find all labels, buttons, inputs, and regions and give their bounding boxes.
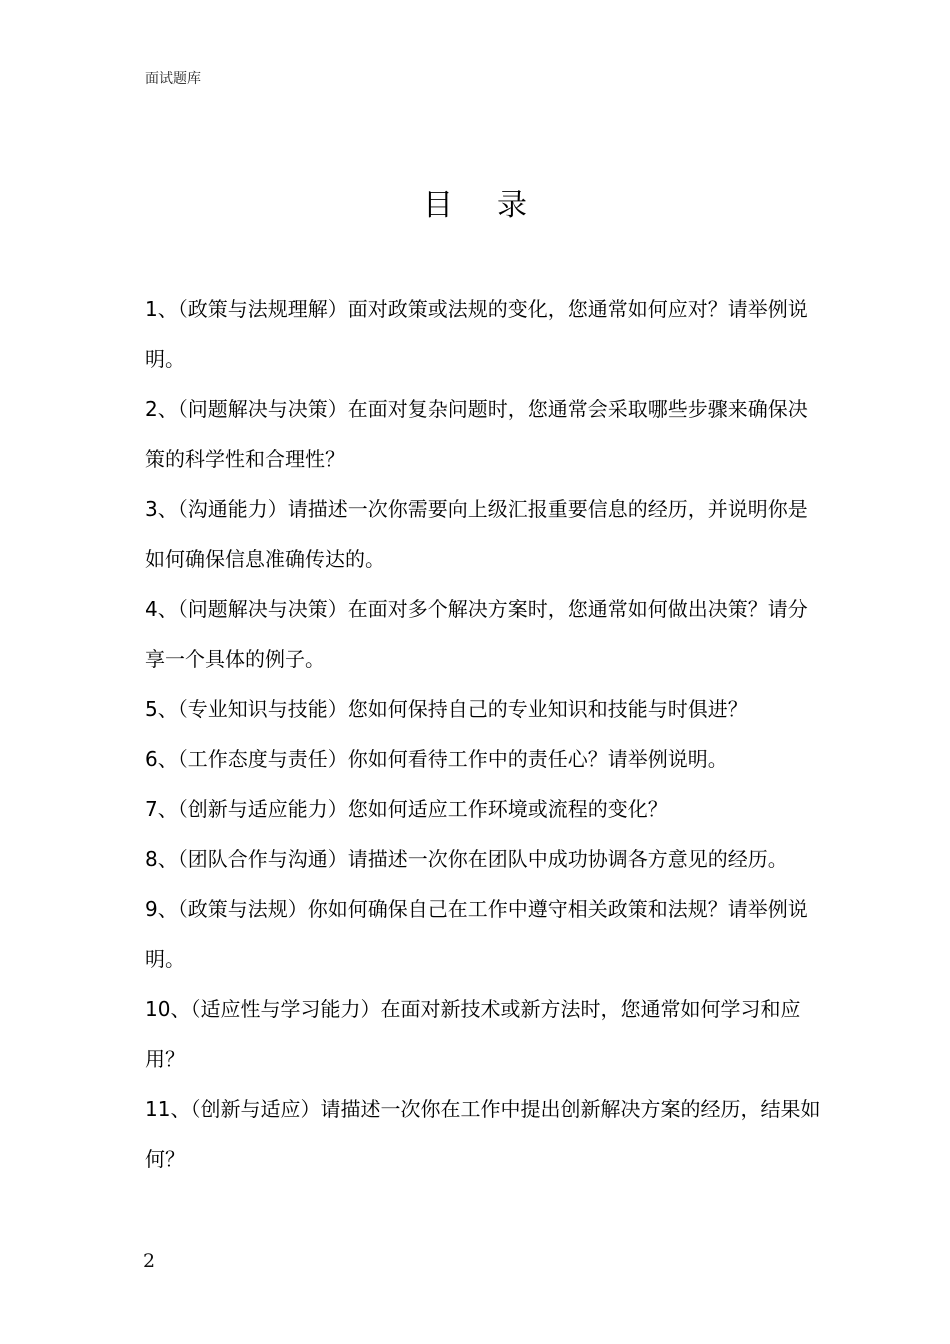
page-number: 2 bbox=[143, 1250, 156, 1272]
toc-title: 目录 bbox=[423, 188, 571, 223]
page-header: 面试题库 bbox=[145, 71, 201, 87]
toc-item[interactable]: 3、（沟通能力）请描述一次你需要向上级汇报重要信息的经历，并说明你是如何确保信息准确传达的。 bbox=[145, 497, 808, 571]
toc-item[interactable]: 5、（专业知识与技能）您如何保持自己的专业知识和技能与时俱进？ bbox=[145, 697, 748, 721]
toc-item[interactable]: 8、（团队合作与沟通）请描述一次你在团队中成功协调各方意见的经历。 bbox=[145, 847, 788, 871]
toc-item[interactable]: 7、（创新与适应能力）您如何适应工作环境或流程的变化？ bbox=[145, 797, 668, 821]
toc-item[interactable]: 4、（问题解决与决策）在面对多个解决方案时，您通常如何做出决策？请分享一个具体的例子。 bbox=[145, 597, 808, 671]
toc-item[interactable]: 10、（适应性与学习能力）在面对新技术或新方法时，您通常如何学习和应用？ bbox=[145, 997, 801, 1071]
toc-item[interactable]: 9、（政策与法规）你如何确保自己在工作中遵守相关政策和法规？请举例说明。 bbox=[145, 897, 808, 971]
toc-list bbox=[145, 284, 825, 1184]
toc-item[interactable]: 2、（问题解决与决策）在面对复杂问题时，您通常会采取哪些步骤来确保决策的科学性和合理性？ bbox=[145, 397, 808, 471]
toc-item[interactable]: 11、（创新与适应）请描述一次你在工作中提出创新解决方案的经历，结果如何？ bbox=[145, 1097, 821, 1171]
toc-item[interactable]: 1、（政策与法规理解）面对政策或法规的变化，您通常如何应对？请举例说明。 bbox=[145, 297, 808, 371]
toc-item[interactable]: 6、（工作态度与责任）你如何看待工作中的责任心？请举例说明。 bbox=[145, 747, 728, 771]
